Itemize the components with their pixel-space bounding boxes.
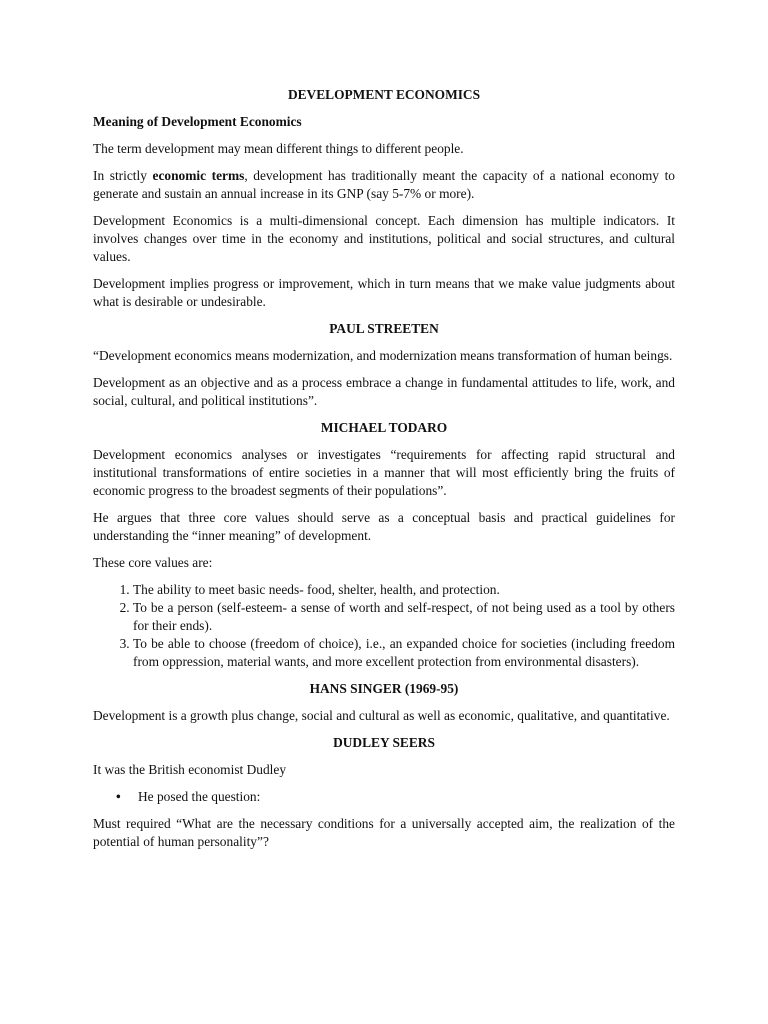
paragraph: Development implies progress or improvement, which in turn means that we make value judgments about what is desirable or undesirable.: [93, 276, 675, 309]
list-item-text: He posed the question:: [138, 789, 261, 804]
paragraph: “Development economics means modernization, and modernization means transformation of human beings.: [93, 348, 673, 363]
list-item: [116, 788, 675, 806]
paragraph: Development economics analyses or investigates “requirements for affecting rapid structural and institutional transformations of entire societies in a manner that will most efficiently bring the fruits of economic progress to the broadest segments of their populations”.: [93, 447, 675, 498]
bullet-icon: •: [116, 789, 121, 804]
paragraph: It was the British economist Dudley: [93, 762, 287, 777]
list-item: 2. To be a person (self-esteem- a sense of worth and self-respect, of not being used as a tool by others for their ends).: [133, 599, 675, 635]
list-item: 3. To be able to choose (freedom of choice), i.e., an expanded choice for societies (including freedom from oppression, material wants, and more excellent protection from environmental disasters).: [133, 635, 675, 671]
paragraph: These core values are:: [93, 555, 213, 570]
paragraph: Development as an objective and as a process embrace a change in fundamental attitudes to life, work, and social, cultural, and political institutions”.: [93, 375, 675, 408]
paragraph: Development Economics is a multi-dimensional concept. Each dimension has multiple indicators. It involves changes over time in the economy and institutions, political and social structures, and cultural values.: [93, 213, 675, 264]
bold-term: economic terms: [152, 168, 245, 183]
paragraph: He argues that three core values should serve as a conceptual basis and practical guidelines for understanding the “inner meaning” of development.: [93, 510, 675, 543]
section-heading-streeten: PAUL STREETEN: [329, 321, 439, 336]
section-heading-seers: DUDLEY SEERS: [333, 735, 435, 750]
section-subheading: Meaning of Development Economics: [93, 114, 302, 129]
list-item: 1. The ability to meet basic needs- food, shelter, health, and protection.: [133, 581, 675, 599]
paragraph-text: , development has traditionally meant the capacity of a national economy to generate and sustain an annual increase in its GNP (say 5-7% or more).: [93, 168, 675, 201]
document-body: [93, 86, 675, 860]
document-title: DEVELOPMENT ECONOMICS: [287, 87, 481, 102]
paragraph-text: In strictly: [93, 168, 153, 183]
core-values-list: [93, 581, 675, 671]
bullet-list: [93, 788, 675, 806]
paragraph: The term development may mean different things to different people.: [93, 141, 464, 156]
paragraph: Development is a growth plus change, social and cultural as well as economic, qualitative, and quantitative.: [93, 708, 670, 723]
paragraph: [93, 167, 675, 203]
section-heading-singer: HANS SINGER (1969-95): [309, 681, 459, 696]
section-heading-todaro: MICHAEL TODARO: [320, 420, 448, 435]
paragraph: Must required “What are the necessary conditions for a universally accepted aim, the realization of the potential of human personality”?: [93, 816, 675, 849]
